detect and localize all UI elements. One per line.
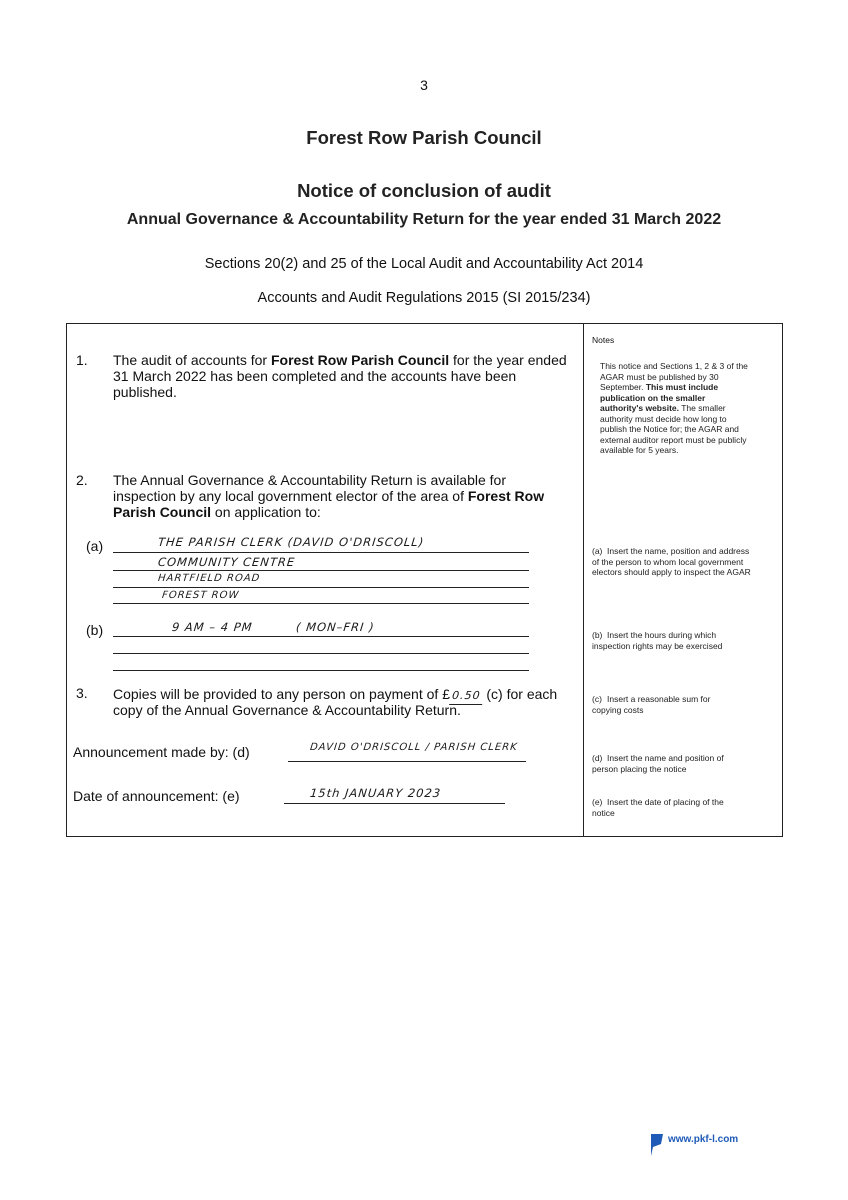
note-b: (b) Insert the hours during which inspection rights may be exercised [592,630,723,651]
item-3-line-1: Copies will be provided to any person on payment of £0.50 (c) for each [113,686,557,705]
item-b-label: (b) [86,622,104,638]
note-d: (d) Insert the name and position of person placing the notice [592,753,724,774]
item-1-text: The audit of accounts for Forest Row Parish Council for the year ended 31 March 2022 has been completed and the accounts have been published. [113,352,567,400]
date-rule [284,803,505,804]
item-a-line-2: COMMUNITY CENTRE [157,555,296,569]
return-title: Annual Governance & Accountability Return for the year ended 31 March 2022 [126,211,722,228]
item-b-days: ( MON–FRI ) [295,620,376,634]
pkf-flag-icon [651,1134,663,1156]
date-value: 15th JANUARY 2023 [309,786,442,800]
note-publication: This notice and Sections 1, 2 & 3 of the AGAR must be published by 30 September. This must include publication on the smaller authority's website. The smaller authority must decide how long to publish the Notice for; the AGAR and external auditor report must be publicly available for 5 years. [600,361,748,455]
item-a-rule-2 [113,570,529,571]
footer-url: www.pkf-l.com [668,1134,739,1145]
announcement-value: DAVID O'DRISCOLL / PARISH CLERK [309,742,519,753]
announcement-label: Announcement made by: (d) [73,744,250,760]
note-c: (c) Insert a reasonable sum for copying costs [592,694,711,715]
notes-heading: Notes [592,335,615,345]
item-b-rule-3 [113,670,529,671]
announcement-rule [288,761,526,762]
item-b-rule-1 [113,636,529,637]
item-a-line-1: THE PARISH CLERK (DAVID O'DRISCOLL) [157,535,425,549]
regulations-line: Accounts and Audit Regulations 2015 (SI 2015/234) [257,290,591,306]
note-a: (a) Insert the name, position and address of the person to whom local government electors should apply to inspect the AGAR [592,546,751,577]
item-a-rule-4 [113,603,529,604]
sections-line: Sections 20(2) and 25 of the Local Audit and Accountability Act 2014 [204,256,644,272]
item-3-number: 3. [76,685,88,701]
date-label: Date of announcement: (e) [73,788,240,804]
item-3-line-2: copy of the Annual Governance & Accountability Return. [113,702,461,718]
item-a-label: (a) [86,538,104,554]
copy-fee-amount: 0.50 [449,688,483,705]
notes-column-divider [583,323,584,837]
item-b-rule-2 [113,653,529,654]
item-2-number: 2. [76,472,88,488]
notice-title: Notice of conclusion of audit [297,180,551,201]
council-title: Forest Row Parish Council [306,127,542,148]
item-a-rule-1 [113,552,529,553]
item-a-line-4: FOREST ROW [161,590,240,601]
item-1-number: 1. [76,352,88,368]
item-a-line-3: HARTFIELD ROAD [157,573,261,584]
item-b-hours: 9 AM – 4 PM [171,620,254,634]
item-a-rule-3 [113,587,529,588]
item-2-text: The Annual Governance & Accountability Return is available for inspection by any local government elector of the area of Forest Row Parish Council on application to: [113,472,545,520]
page-number: 3 [420,77,428,93]
note-e: (e) Insert the date of placing of the notice [592,797,724,818]
